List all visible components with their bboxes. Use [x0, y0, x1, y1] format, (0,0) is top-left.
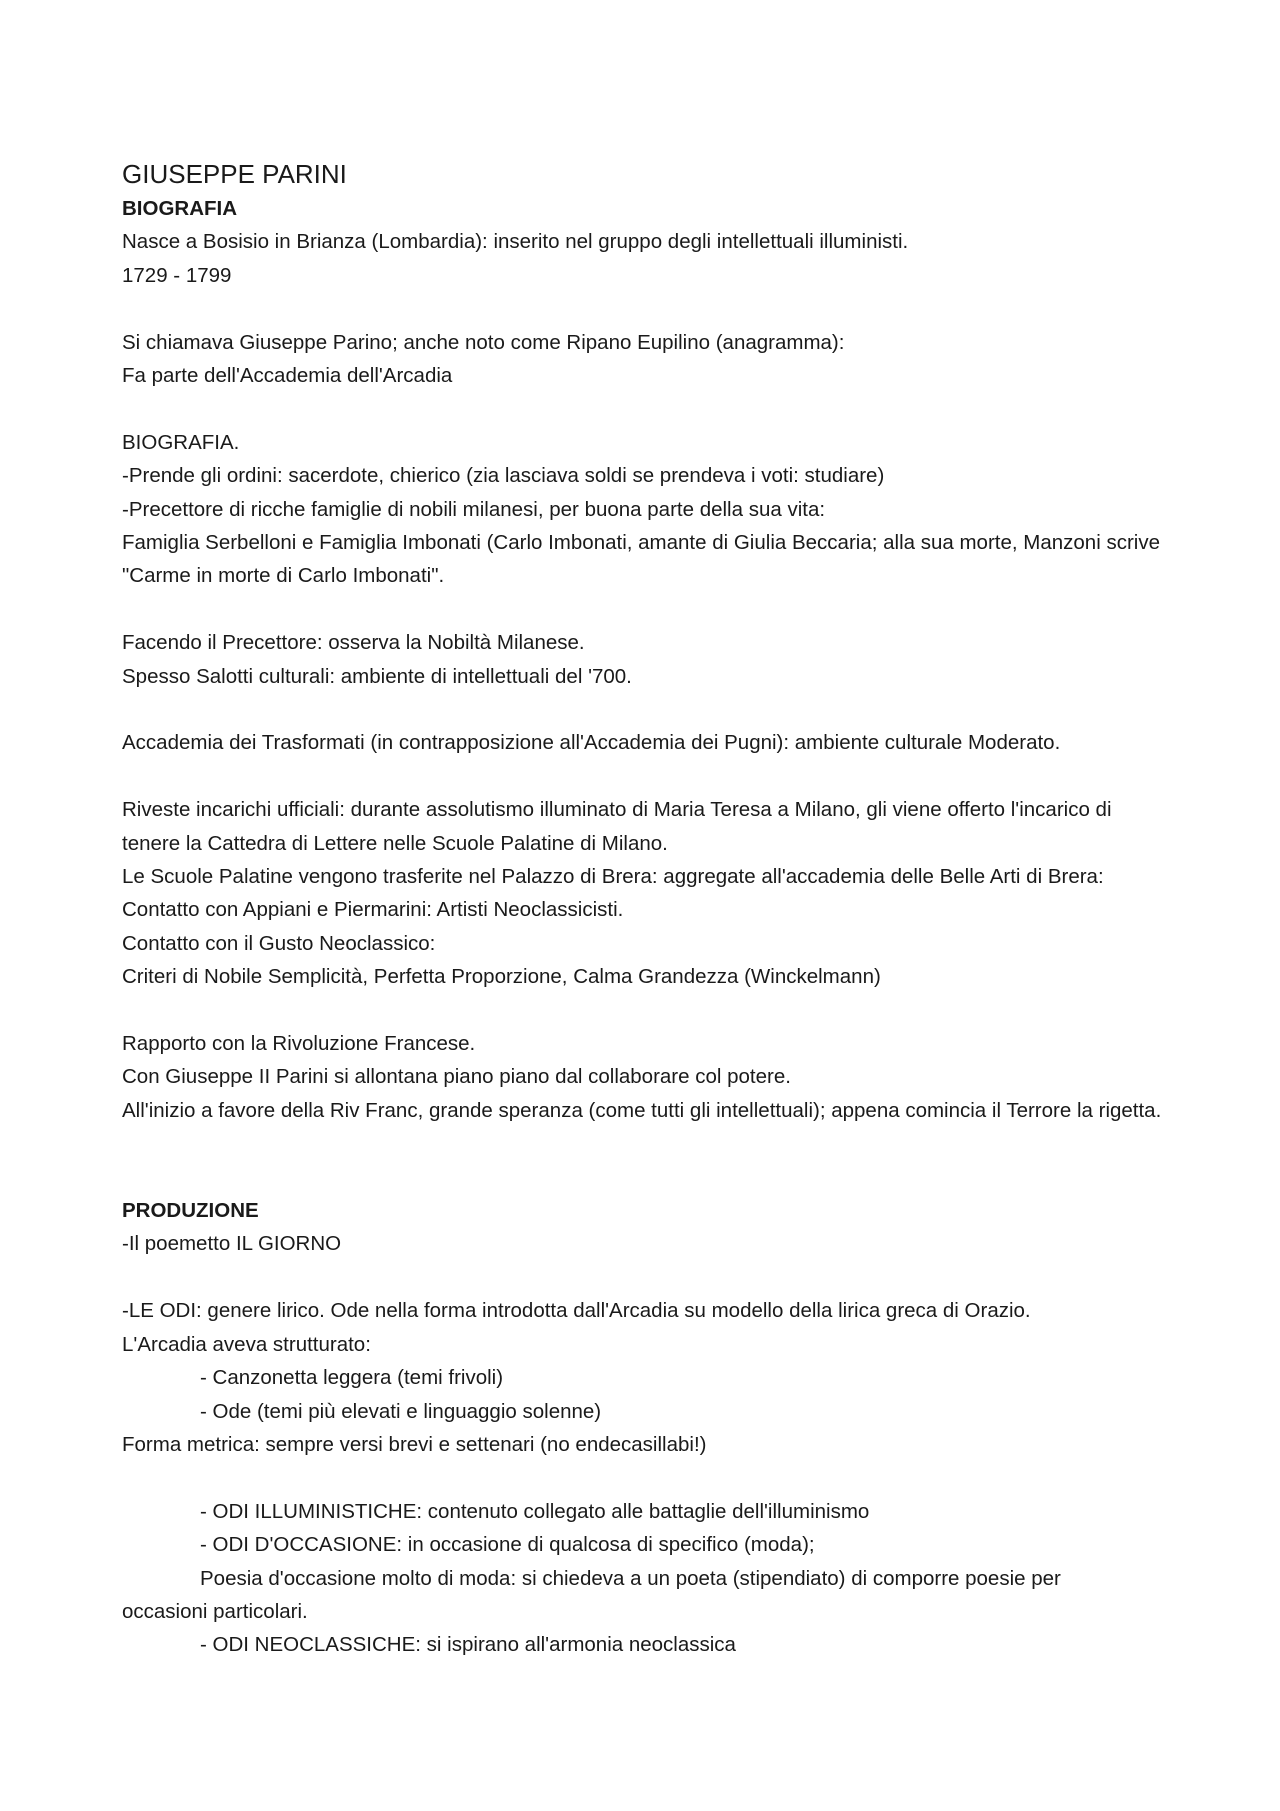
paragraph-line: Contatto con Appiani e Piermarini: Artisti Neoclassicisti. [122, 898, 624, 922]
paragraph-line: -Precettore di ricche famiglie di nobili milanesi, per buona parte della sua vita: [122, 497, 826, 521]
list-item: - Ode (temi più elevati e linguaggio solenne) [200, 1399, 602, 1423]
paragraph-line: -Il poemetto IL GIORNO [122, 1232, 342, 1256]
list-item: - ODI D'OCCASIONE: in occasione di qualcosa di specifico (moda); [200, 1533, 815, 1557]
paragraph-line: Contatto con il Gusto Neoclassico: [122, 931, 436, 955]
paragraph-line: Criteri di Nobile Semplicità, Perfetta Proporzione, Calma Grandezza (Winckelmann) [122, 965, 881, 989]
paragraph-line: Con Giuseppe II Parini si allontana piano piano dal collaborare col potere. [122, 1065, 791, 1089]
paragraph-line: Facendo il Precettore: osserva la Nobiltà Milanese. [122, 631, 585, 655]
paragraph-line: All'inizio a favore della Riv Franc, grande speranza (come tutti gli intellettuali); appena comincia il Terrore la rigetta. [122, 1098, 1162, 1122]
paragraph-line: Riveste incarichi ufficiali: durante assolutismo illuminato di Maria Teresa a Milano, gli viene offerto l'incarico di tenere la Cattedra di Lettere nelle Scuole Palatine di Milano. [122, 798, 1112, 855]
list-item: - Canzonetta leggera (temi frivoli) [200, 1366, 504, 1390]
paragraph-line: Nasce a Bosisio in Brianza (Lombardia): inserito nel gruppo degli intellettuali illuministi. [122, 230, 909, 254]
paragraph-line: Fa parte dell'Accademia dell'Arcadia [122, 364, 453, 388]
paragraph-line: Famiglia Serbelloni e Famiglia Imbonati (Carlo Imbonati, amante di Giulia Beccaria; alla sua morte, Manzoni scrive "Carme in morte di Carlo Imbonati". [122, 531, 1160, 588]
list-item: - ODI ILLUMINISTICHE: contenuto collegato alle battaglie dell'illuminismo [200, 1499, 870, 1523]
paragraph-line: Si chiamava Giuseppe Parino; anche noto come Ripano Eupilino (anagramma): [122, 330, 845, 354]
paragraph-line: occasioni particolari. [122, 1599, 308, 1623]
paragraph-line: Le Scuole Palatine vengono trasferite nel Palazzo di Brera: aggregate all'accademia delle Belle Arti di Brera: [122, 865, 1104, 889]
paragraph-line: Forma metrica: sempre versi brevi e settenari (no endecasillabi!) [122, 1432, 707, 1456]
paragraph-line: Poesia d'occasione molto di moda: si chiedeva a un poeta (stipendiato) di comporre poesie per [200, 1566, 1061, 1590]
paragraph-line: Spesso Salotti culturali: ambiente di intellettuali del '700. [122, 664, 632, 688]
paragraph-line: Accademia dei Trasformati (in contrapposizione all'Accademia dei Pugni): ambiente culturale Moderato. [122, 731, 1061, 755]
subsection-label: BIOGRAFIA. [122, 430, 240, 454]
list-item: - ODI NEOCLASSICHE: si ispirano all'armonia neoclassica [200, 1633, 736, 1657]
document-title: GIUSEPPE PARINI [122, 159, 347, 189]
paragraph-line: L'Arcadia aveva strutturato: [122, 1332, 371, 1356]
paragraph-line: 1729 - 1799 [122, 263, 232, 287]
paragraph-line: -Prende gli ordini: sacerdote, chierico (zia lasciava soldi se prendeva i voti: studiare) [122, 464, 885, 488]
section-heading-biografia: BIOGRAFIA [122, 197, 238, 220]
paragraph-line: -LE ODI: genere lirico. Ode nella forma introdotta dall'Arcadia su modello della lirica greca di Orazio. [122, 1299, 1031, 1323]
paragraph-line: Rapporto con la Rivoluzione Francese. [122, 1032, 476, 1056]
section-heading-produzione: PRODUZIONE [122, 1199, 259, 1223]
document-body [122, 156, 1167, 1662]
